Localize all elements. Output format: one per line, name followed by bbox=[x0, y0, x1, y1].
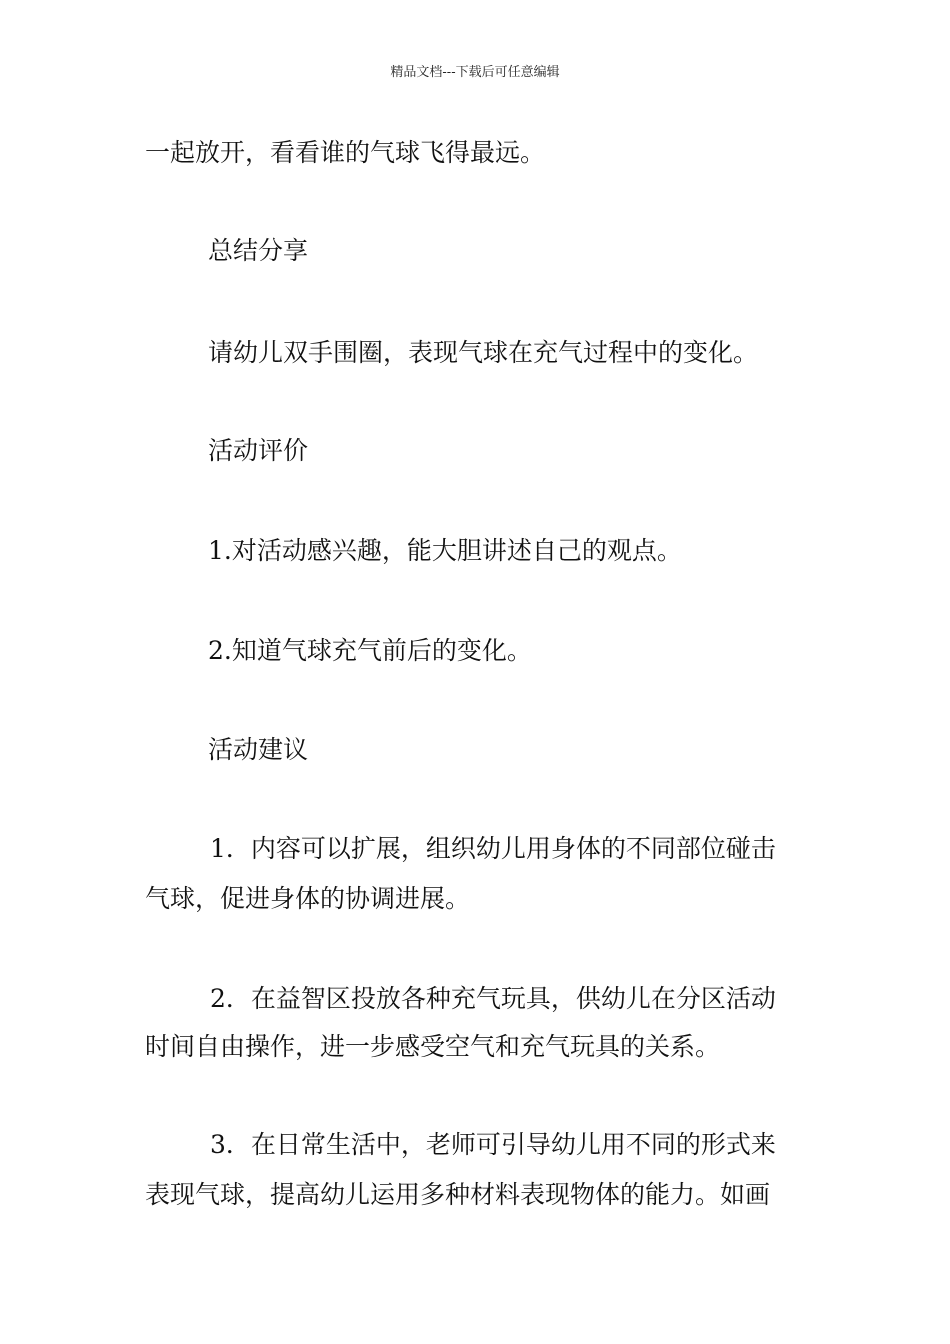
evaluation-heading: 活动评价 bbox=[208, 436, 309, 465]
summary-heading: 总结分享 bbox=[208, 236, 309, 265]
suggestion-3-line-1: 3．在日常生活中，老师可引导幼儿用不同的形式来 bbox=[210, 1130, 776, 1159]
suggestion-1-line-1: 1．内容可以扩展，组织幼儿用身体的不同部位碰击 bbox=[210, 834, 776, 863]
evaluation-item: 2.知道气球充气前后的变化。 bbox=[208, 636, 532, 665]
suggestion-2-line-2: 时间自由操作，进一步感受空气和充气玩具的关系。 bbox=[145, 1032, 721, 1061]
continuation-paragraph: 一起放开，看看谁的气球飞得最远。 bbox=[145, 138, 546, 167]
suggestion-1-line-2: 气球，促进身体的协调进展。 bbox=[145, 884, 471, 913]
summary-paragraph: 请幼儿双手围圈，表现气球在充气过程中的变化。 bbox=[208, 338, 759, 367]
suggestion-heading: 活动建议 bbox=[208, 735, 309, 764]
suggestion-2-line-1: 2．在益智区投放各种充气玩具，供幼儿在分区活动 bbox=[210, 984, 776, 1013]
evaluation-item: 1.对活动感兴趣，能大胆讲述自己的观点。 bbox=[208, 536, 682, 565]
page-header: 精品文档---下载后可任意编辑 bbox=[390, 65, 560, 80]
suggestion-3-line-2: 表现气球，提高幼儿运用多种材料表现物体的能力。如画 bbox=[145, 1180, 771, 1209]
